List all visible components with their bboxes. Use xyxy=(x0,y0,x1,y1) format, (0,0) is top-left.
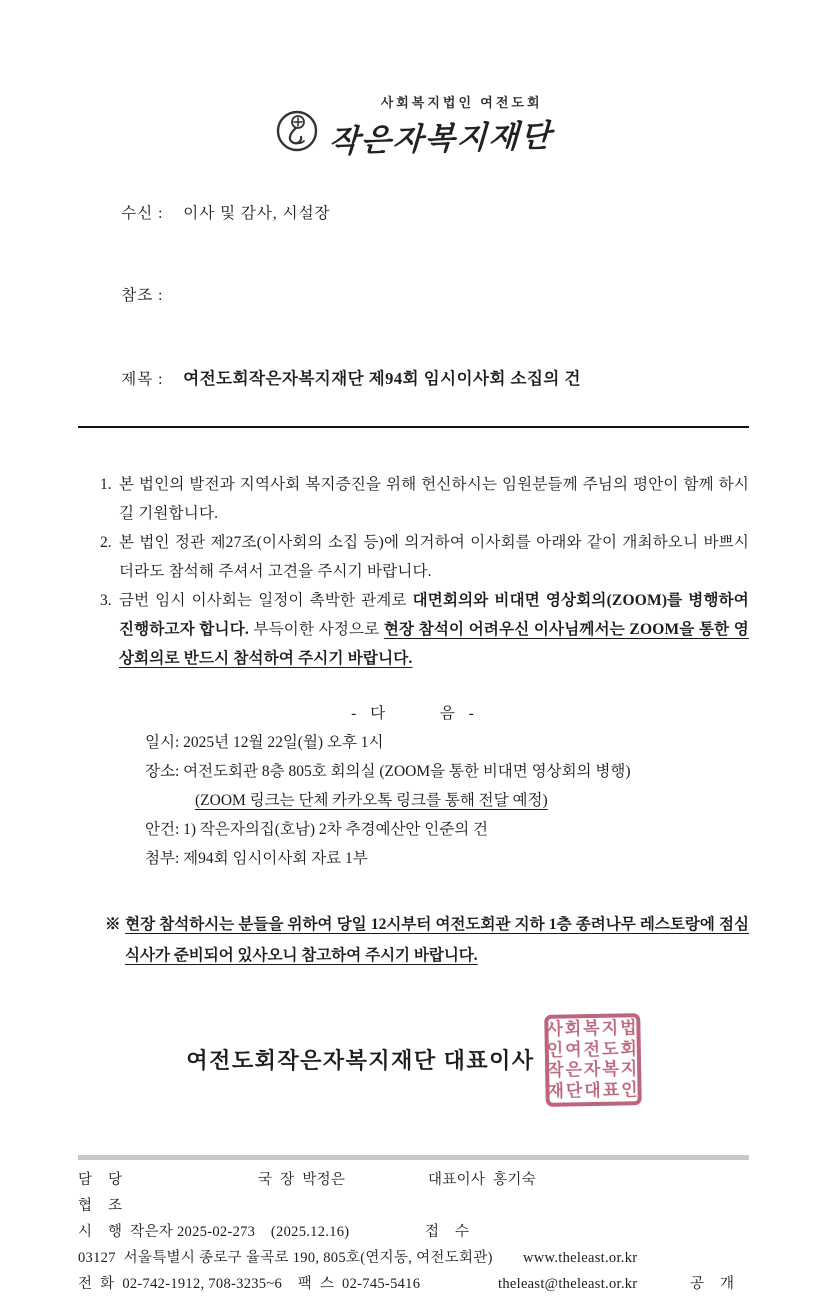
postal-address: 03127 서울특별시 종로구 율곡로 190, 805호(연지동, 여전도회관) xyxy=(78,1249,493,1266)
item-number: 1. xyxy=(100,475,112,493)
footer-row-staff xyxy=(78,1167,749,1193)
item-number: 2. xyxy=(100,533,112,551)
logo-texts xyxy=(329,92,553,158)
lunch-notice xyxy=(78,909,749,971)
dispatch-number: 시 행 작은자 2025-02-273 (2025.12.16) xyxy=(78,1223,350,1240)
meeting-details xyxy=(78,728,749,873)
ceo-name: 대표이사 홍기숙 xyxy=(428,1171,536,1188)
recipient-row xyxy=(98,172,749,255)
recipient-value: 이사 및 감사, 시설장 xyxy=(183,204,331,222)
cooperation-label: 협 조 xyxy=(78,1197,123,1214)
seal-text-row: 사회복지법 xyxy=(545,1018,639,1039)
zoom-link-notice-line xyxy=(78,786,749,815)
logo-foundation-name: 작은자복지재단 xyxy=(327,118,553,159)
cc-row xyxy=(98,255,749,338)
website-url: www.theleast.or.kr xyxy=(523,1249,638,1266)
cc-label: 참조 : xyxy=(121,287,169,304)
body-paragraphs xyxy=(78,470,749,673)
item-text xyxy=(119,586,749,673)
footer-row-cooperation xyxy=(78,1193,749,1219)
footer-row-contact xyxy=(78,1271,749,1297)
header-divider-rule xyxy=(78,426,749,428)
agenda-line: 안건: 1) 작은자의집(호남) 2차 추경예산안 인준의 건 xyxy=(145,820,489,838)
zoom-link-notice-text: (ZOOM 링크는 단체 카카오톡 링크를 통해 전달 예정) xyxy=(195,791,548,809)
body-item-3 xyxy=(100,586,749,673)
item3-segment-normal: 부득이한 사정으로 xyxy=(248,620,384,638)
logo-inner xyxy=(275,92,553,158)
email-address: theleast@theleast.or.kr xyxy=(498,1275,638,1292)
attachment-line: 첨부: 제94회 임시이사회 자료 1부 xyxy=(145,849,368,867)
note-text: 현장 참석하시는 분들을 위하여 당일 12시부터 여전도회관 지하 1층 종려나무 레스토랑에 점심식사가 준비되어 있사오니 참고하여 주시기 바랍니다. xyxy=(125,915,749,964)
subject-label: 제목 : xyxy=(121,370,169,388)
signature-row xyxy=(78,1009,749,1111)
document-footer xyxy=(78,1155,749,1297)
recipient-label: 수신 : xyxy=(121,204,169,222)
footer-row-address xyxy=(78,1245,749,1271)
item3-segment-bold-underline: 현장 참석이 어려우신 이사님께서는 ZOOM을 통한 영상회의로 반드시 참석하여 주시기 바랍니다. xyxy=(119,620,749,667)
receipt-label: 접 수 xyxy=(425,1223,470,1240)
item-text: 본 법인 정관 제27조(이사회의 소집 등)에 의거하여 이사회를 아래와 같이 개최하오니 바쁘시더라도 참석해 주셔서 고견을 주시기 바랍니다. xyxy=(119,533,749,580)
daum-section-divider: - 다 음 - xyxy=(351,704,476,722)
subject-value: 여전도회작은자복지재단 제94회 임시이사회 소집의 건 xyxy=(183,368,581,388)
corporate-seal-stamp xyxy=(544,1013,642,1107)
foundation-emblem-icon xyxy=(275,107,319,155)
seal-text-row: 인여전도회 xyxy=(546,1038,639,1060)
subject-row xyxy=(98,337,749,421)
signer-title: 여전도회작은자복지재단 대표이사 xyxy=(186,1048,535,1073)
foundation-logo xyxy=(78,92,749,158)
staff-label: 담 당 xyxy=(78,1171,123,1188)
note-marker: ※ xyxy=(105,915,126,933)
footer-row-dispatch xyxy=(78,1219,749,1245)
item-number: 3. xyxy=(100,591,112,609)
body-item-2 xyxy=(100,528,749,586)
item3-segment-bold: 대면회의와 비대면 영상회의(ZOOM)를 병행하여 진행하고자 합니다. xyxy=(119,591,749,638)
meeting-datetime-line: 일시: 2025년 12월 22일(월) 오후 1시 xyxy=(145,733,384,751)
disclosure-label: 공 개 xyxy=(690,1275,735,1292)
logo-org-type-label: 사회복지법인 여전도회 xyxy=(380,95,543,110)
document-page xyxy=(0,92,827,1292)
director-name: 국 장 박정은 xyxy=(258,1171,346,1188)
letter-header xyxy=(78,172,749,421)
seal-text-row: 작은자복지 xyxy=(546,1058,640,1080)
item-text: 본 법인의 발전과 지역사회 복지증진을 위해 헌신하시는 임원분들께 주님의 평안이 함께 하시길 기원합니다. xyxy=(119,475,749,522)
item3-segment-normal: 금번 임시 이사회는 일정이 촉박한 관계로 xyxy=(119,591,413,609)
body-item-1 xyxy=(100,470,749,528)
footer-divider-bar xyxy=(78,1155,749,1160)
seal-text-row: 재단대표인 xyxy=(546,1079,640,1100)
phone-fax-numbers: 전 화 02-742-1912, 708-3235~6 팩 스 02-745-5416 xyxy=(78,1275,421,1292)
meeting-location-line: 장소: 여전도회관 8층 805호 회의실 (ZOOM을 통한 비대면 영상회의 병행) xyxy=(145,762,631,780)
